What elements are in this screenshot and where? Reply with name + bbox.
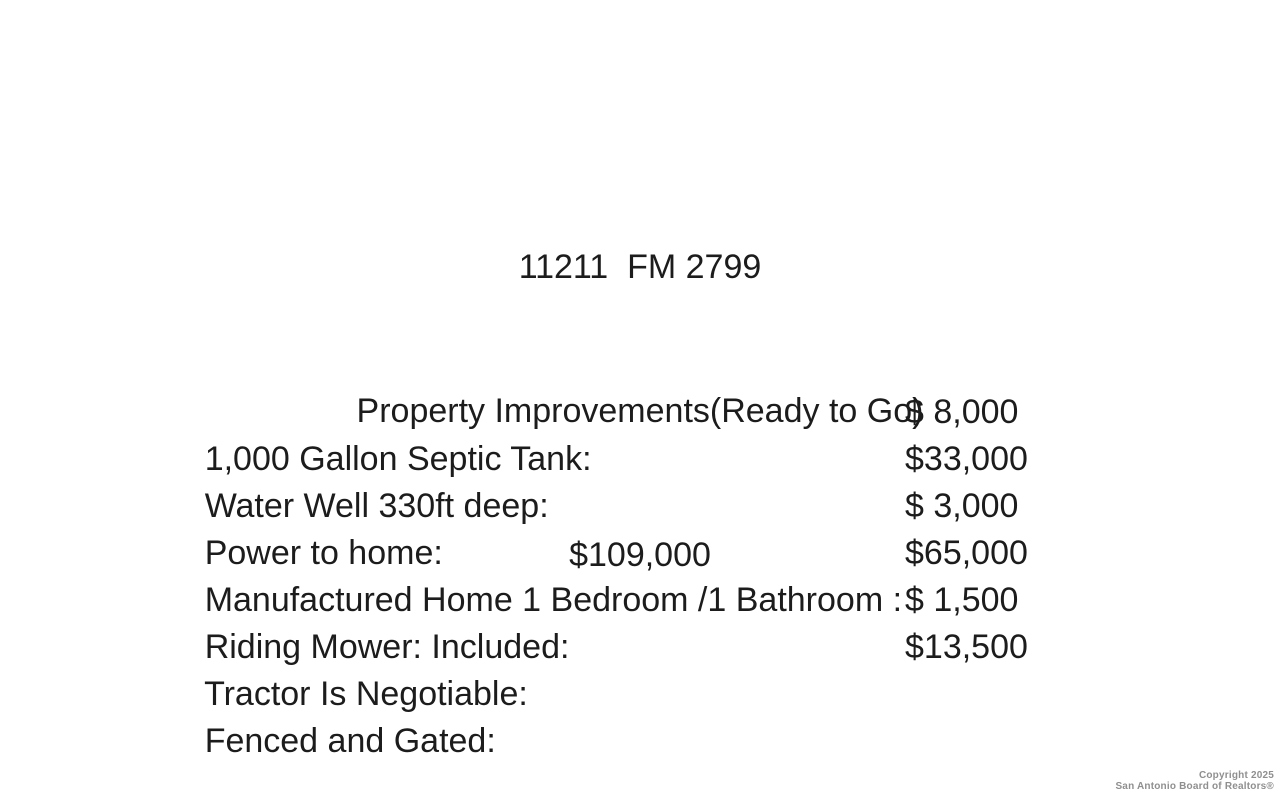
item-price: $ 1,500 bbox=[905, 581, 1019, 619]
list-item bbox=[148, 436, 1208, 525]
copyright-notice bbox=[1115, 770, 1274, 792]
item-price: $ 8,000 bbox=[905, 393, 1019, 431]
total-price-line: $109,000 bbox=[569, 536, 711, 574]
item-label: Power to home: bbox=[204, 534, 443, 572]
item-price: $13,500 bbox=[905, 628, 1028, 666]
item-price: $65,000 bbox=[905, 534, 1028, 572]
item-label: Tractor Is Negotiable: bbox=[204, 675, 528, 713]
item-price: $ 3,000 bbox=[905, 487, 1019, 525]
item-label: Water Well 330ft deep: bbox=[204, 487, 549, 525]
item-label: 1,000 Gallon Septic Tank: bbox=[204, 440, 592, 478]
item-label: Manufactured Home 1 Bedroom /1 Bathroom : bbox=[204, 581, 903, 619]
address-line: 11211 FM 2799 bbox=[518, 248, 762, 286]
list-item bbox=[148, 671, 1208, 760]
improvements-list bbox=[148, 389, 1208, 760]
copyright-line-1: Copyright 2025 bbox=[1198, 770, 1274, 781]
subtitle-line: Property Improvements(Ready to Go) bbox=[356, 392, 924, 430]
list-item bbox=[148, 624, 1208, 713]
item-label: Riding Mower: Included: bbox=[204, 628, 570, 666]
item-label: Fenced and Gated: bbox=[204, 722, 496, 760]
item-price: $33,000 bbox=[905, 440, 1028, 478]
copyright-line-2: San Antonio Board of Realtors® bbox=[1115, 781, 1274, 792]
